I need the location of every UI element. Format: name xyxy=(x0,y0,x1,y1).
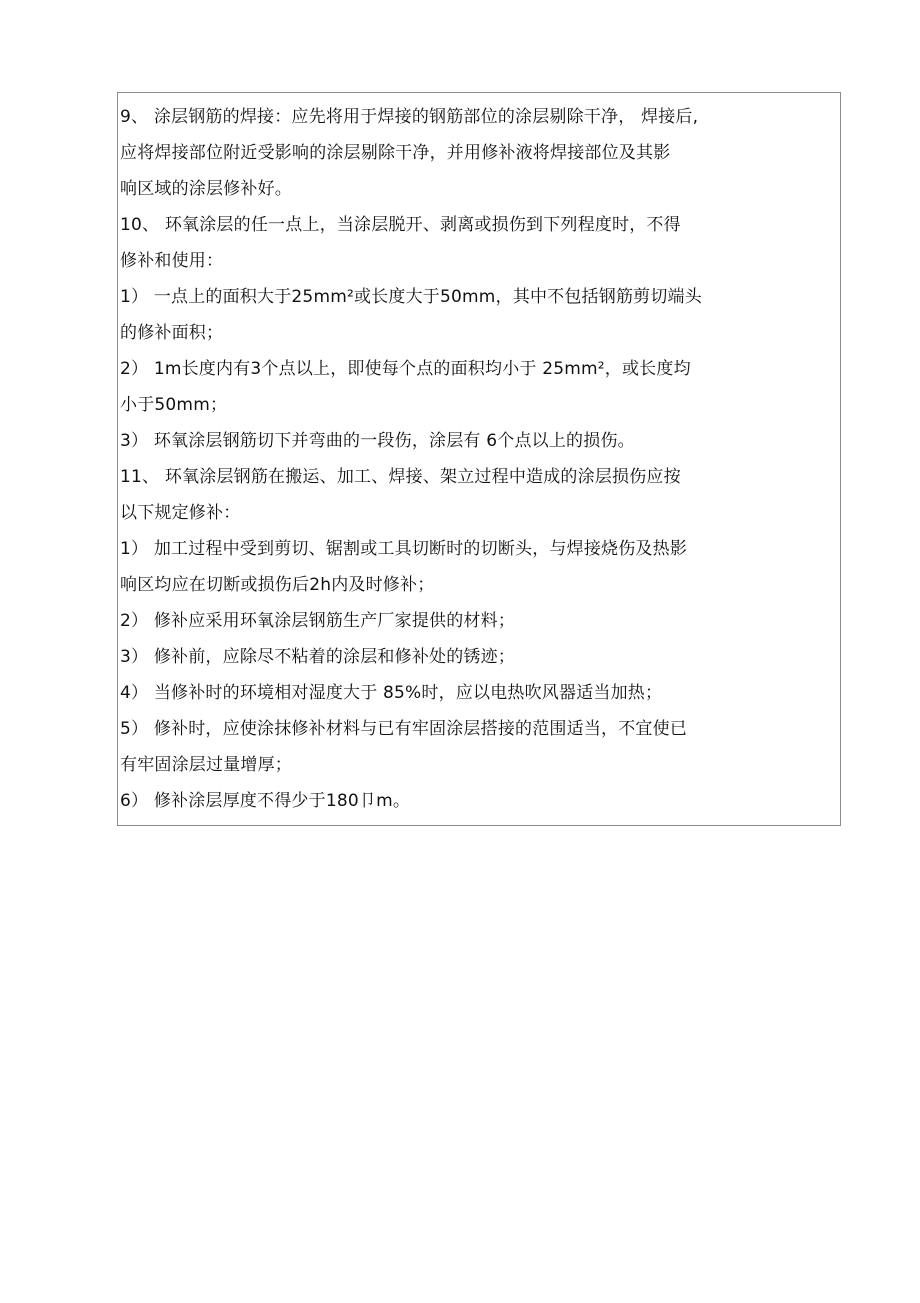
text-box xyxy=(117,92,841,826)
paragraph-line: 小于50mm； xyxy=(120,395,228,415)
paragraph-line: 1） 加工过程中受到剪切、锯割或工具切断时的切断头，与焊接烧伤及热影 xyxy=(120,539,688,559)
paragraph-line: 响区均应在切断或损伤后2h内及时修补； xyxy=(120,575,435,595)
paragraph-line: 应将焊接部位附近受影响的涂层剔除干净，并用修补液将焊接部位及其影 xyxy=(120,143,671,163)
paragraph-line: 4） 当修补时的环境相对湿度大于 85%时，应以电热吹风器适当加热； xyxy=(120,683,663,703)
paragraph-line: 的修补面积； xyxy=(120,323,224,343)
paragraph-line: 10、 环氧涂层的任一点上，当涂层脱开、剥离或损伤到下列程度时，不得 xyxy=(120,215,681,235)
paragraph-line: 9、 涂层钢筋的焊接：应先将用于焊接的钢筋部位的涂层剔除干净， 焊接后, xyxy=(120,107,699,127)
paragraph-line: 3） 环氧涂层钢筋切下并弯曲的一段伤，涂层有 6个点以上的损伤。 xyxy=(120,431,635,451)
paragraph-line: 1） 一点上的面积大于25mm²或长度大于50mm，其中不包括钢筋剪切端头 xyxy=(120,287,702,307)
paragraph-line: 5） 修补时，应使涂抹修补材料与已有牢固涂层搭接的范围适当，不宜使已 xyxy=(120,719,688,739)
paragraph-line: 6） 修补涂层厚度不得少于180卩m。 xyxy=(120,791,411,811)
paragraph-line: 以下规定修补： xyxy=(120,503,241,523)
paragraph-line: 2） 修补应采用环氧涂层钢筋生产厂家提供的材料； xyxy=(120,611,516,631)
paragraph-line: 11、 环氧涂层钢筋在搬运、加工、焊接、架立过程中造成的涂层损伤应按 xyxy=(120,467,681,487)
paragraph-line: 有牢固涂层过量增厚； xyxy=(120,755,292,775)
paragraph-line: 响区域的涂层修补好。 xyxy=(120,179,292,199)
paragraph-line: 2） 1m长度内有3个点以上，即使每个点的面积均小于 25mm²，或长度均 xyxy=(120,359,691,379)
paragraph-line: 修补和使用： xyxy=(120,251,224,271)
paragraph-line: 3） 修补前，应除尽不粘着的涂层和修补处的锈迹； xyxy=(120,647,516,667)
